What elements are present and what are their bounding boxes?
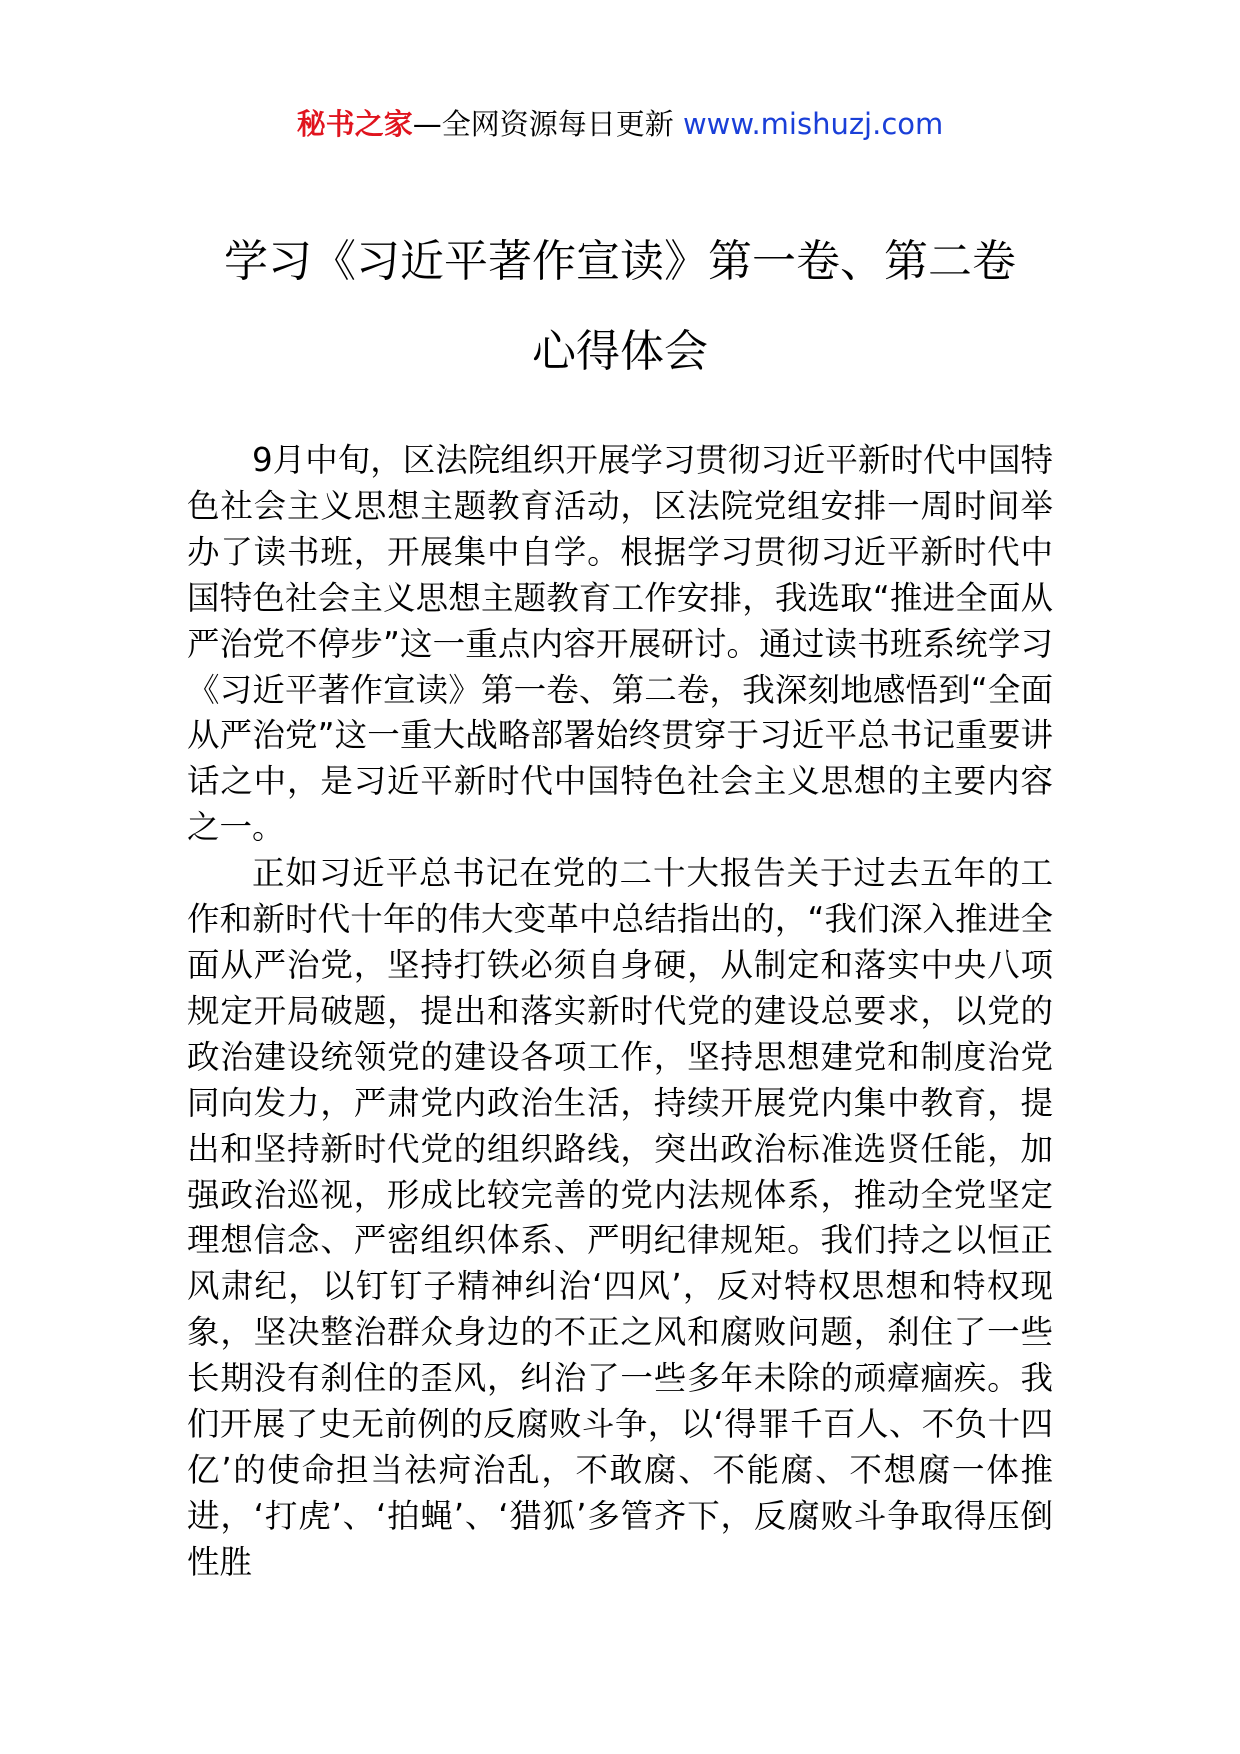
document-title-line-2: 心得体会 [532, 326, 708, 377]
paragraph-1: 9月中旬，区法院组织开展学习贯彻习近平新时代中国特色社会主义思想主题教育活动，区法院党组安排一周时间举办了读书班，开展集中自学。根据学习贯彻习近平新时代中国特色社会主义思想主题教育工作安排，我选取“推进全面从严治党不停步”这一重点内容开展研讨。通过读书班系统学习《习近平著作宣读》第一卷、第二卷，我深刻地感悟到“全面从严治党”这一重大战略部署始终贯穿于习近平总书记重要讲话之中，是习近平新时代中国特色社会主义思想的主要内容之一。 [187, 441, 1053, 847]
site-header [0, 104, 1240, 144]
document-title-line-1: 学习《习近平著作宣读》第一卷、第二卷 [224, 236, 1016, 287]
site-url[interactable]: www.mishuzj.com [682, 107, 944, 141]
brand-name: 秘书之家 [296, 107, 413, 141]
header-tagline: —全网资源每日更新 [412, 107, 683, 141]
document-body [187, 438, 1053, 1586]
paragraph-2: 正如习近平总书记在党的二十大报告关于过去五年的工作和新时代十年的伟大变革中总结指出的，“我们深入推进全面从严治党，坚持打铁必须自身硬，从制定和落实中央八项规定开局破题，提出和落实新时代党的建设总要求，以党的政治建设统领党的建设各项工作，坚持思想建党和制度治党同向发力，严肃党内政治生活，持续开展党内集中教育，提出和坚持新时代党的组织路线，突出政治标准选贤任能，加强政治巡视，形成比较完善的党内法规体系，推动全党坚定理想信念、严密组织体系、严明纪律规矩。我们持之以恒正风肃纪，以钉钉子精神纠治‘四风’，反对特权思想和特权现象，坚决整治群众身边的不正之风和腐败问题，刹住了一些长期没有刹住的歪风，纠治了一些多年未除的顽瘴痼疾。我们开展了史无前例的反腐败斗争，以‘得罪千百人、不负十四亿’的使命担当祛疴治乱，不敢腐、不能腐、不想腐一体推进，‘打虎’、‘拍蝇’、‘猎狐’多管齐下，反腐败斗争取得压倒性胜 [187, 854, 1053, 1581]
